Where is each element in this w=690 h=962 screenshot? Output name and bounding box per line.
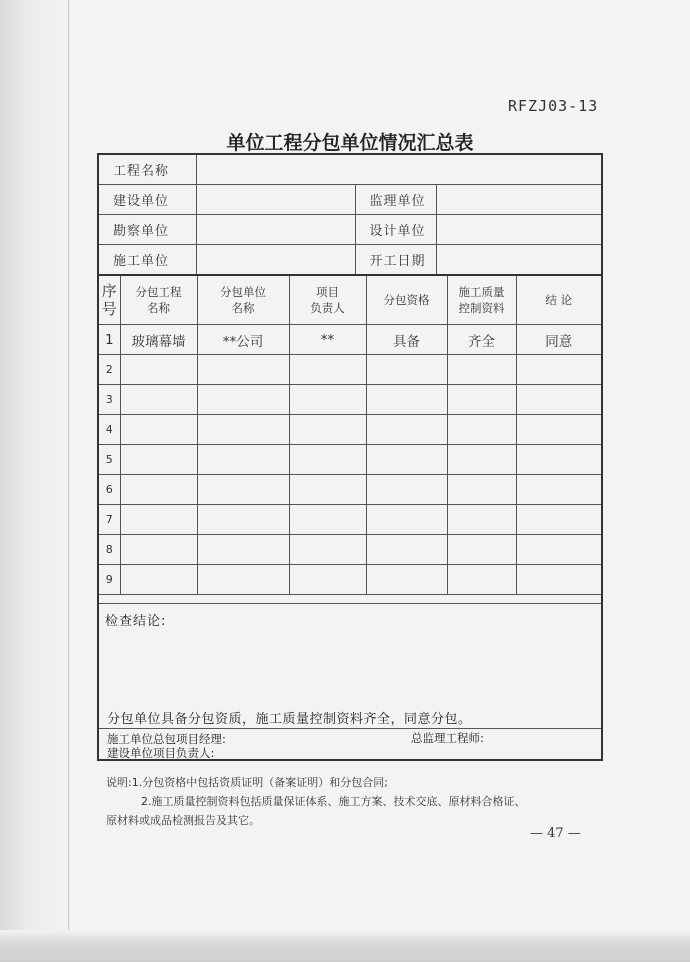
supervision-unit-value[interactable] [436,185,601,215]
cell-quality-docs[interactable] [447,535,516,565]
cell-sub-unit[interactable] [197,445,289,475]
cell-conclusion[interactable] [516,475,601,505]
row-number: 6 [99,475,120,505]
col-header-sub-unit: 分包单位 名称 [197,276,289,325]
cell-qualification[interactable] [366,415,447,445]
cell-conclusion[interactable] [516,355,601,385]
form-title: 单位工程分包单位情况汇总表 [226,132,474,154]
survey-unit-value[interactable] [196,215,355,245]
cell-sub-unit[interactable] [197,385,289,415]
start-date-value[interactable] [436,245,601,276]
cell-quality-docs[interactable] [447,445,516,475]
info-row-survey [99,215,601,245]
row-number: 3 [99,385,120,415]
col-header-seq: 序号 [99,276,120,325]
project-info-table [99,155,601,276]
cell-conclusion[interactable] [516,565,601,595]
scan-bottom-shadow [0,930,690,962]
cell-conclusion[interactable] [516,505,601,535]
contractor-pm-signature-label: 施工单位总包项目经理: [107,732,226,746]
cell-sub-project[interactable] [120,535,197,565]
cell-qualification[interactable] [366,445,447,475]
cell-conclusion[interactable] [516,415,601,445]
cell-quality-docs[interactable] [447,475,516,505]
note-line-3: 原材料或成品检测报告及其它。 [106,814,260,827]
cell-qualification[interactable] [366,535,447,565]
table-row [99,535,601,565]
row-number: 5 [99,445,120,475]
col-header-quality-docs: 施工质量 控制资料 [447,276,516,325]
col-header-conclusion: 结 论 [516,276,601,325]
contractor-unit-label: 施工单位 [99,245,196,276]
info-row-project-name [99,155,601,185]
row-number: 9 [99,565,120,595]
cell-quality-docs[interactable]: 齐全 [447,325,516,355]
survey-unit-label: 勘察单位 [99,215,196,245]
page-number: — 47 — [530,826,581,841]
cell-conclusion[interactable] [516,535,601,565]
cell-sub-unit[interactable] [197,475,289,505]
col-header-sub-project: 分包工程 名称 [120,276,197,325]
cell-project-lead[interactable] [289,355,366,385]
table-row [99,385,601,415]
cell-sub-unit[interactable] [197,535,289,565]
cell-qualification[interactable] [366,475,447,505]
cell-project-lead[interactable] [289,445,366,475]
cell-project-lead[interactable] [289,475,366,505]
design-unit-label: 设计单位 [355,215,436,245]
table-row [99,445,601,475]
project-name-label: 工程名称 [99,155,196,185]
cell-project-lead[interactable] [289,385,366,415]
table-row [99,355,601,385]
note-line-2: 2.施工质量控制资料包括质量保证体系、施工方案、技术交底、原材料合格证、 [141,795,526,808]
cell-qualification[interactable] [366,565,447,595]
cell-qualification[interactable] [366,355,447,385]
table-row [99,505,601,535]
cell-quality-docs[interactable] [447,565,516,595]
notes [106,773,526,830]
cell-quality-docs[interactable] [447,385,516,415]
project-name-value[interactable] [196,155,601,185]
cell-sub-unit[interactable] [197,415,289,445]
cell-sub-unit[interactable] [197,565,289,595]
cell-project-lead[interactable] [289,505,366,535]
contractor-unit-value[interactable] [196,245,355,276]
cell-sub-project[interactable] [120,565,197,595]
cell-sub-project[interactable]: 玻璃幕墙 [120,325,197,355]
info-row-owner [99,185,601,215]
inspection-conclusion-text[interactable]: 分包单位具备分包资质，施工质量控制资料齐全，同意分包。 [107,712,472,727]
cell-sub-unit[interactable] [197,505,289,535]
table-row [99,565,601,595]
binding-line [68,0,69,962]
row-number: 8 [99,535,120,565]
cell-quality-docs[interactable] [447,505,516,535]
table-row [99,325,601,355]
row-number: 4 [99,415,120,445]
owner-unit-value[interactable] [196,185,355,215]
cell-sub-project[interactable] [120,445,197,475]
cell-quality-docs[interactable] [447,355,516,385]
table-header-row [99,276,601,325]
inspection-conclusion-section [99,603,601,728]
owner-unit-label: 建设单位 [99,185,196,215]
info-row-contractor [99,245,601,276]
row-number: 1 [99,325,120,355]
design-unit-value[interactable] [436,215,601,245]
cell-conclusion[interactable] [516,385,601,415]
note-line-1: 说明:1.分包资格中包括资质证明（备案证明）和分包合同; [106,776,388,789]
cell-project-lead[interactable] [289,415,366,445]
cell-qualification[interactable]: 具备 [366,325,447,355]
cell-sub-project[interactable] [120,505,197,535]
cell-project-lead[interactable] [289,565,366,595]
col-header-qualification: 分包资格 [366,276,447,325]
cell-conclusion[interactable]: 同意 [516,325,601,355]
cell-sub-project[interactable] [120,415,197,445]
chief-supervisor-signature-label: 总监理工程师: [411,731,484,745]
cell-sub-unit[interactable]: **公司 [197,325,289,355]
cell-quality-docs[interactable] [447,415,516,445]
cell-conclusion[interactable] [516,445,601,475]
cell-project-lead[interactable] [289,535,366,565]
cell-sub-project[interactable] [120,355,197,385]
row-number: 2 [99,355,120,385]
table-row [99,415,601,445]
cell-qualification[interactable] [366,385,447,415]
table-row [99,475,601,505]
cell-sub-project[interactable] [120,475,197,505]
col-header-project-lead: 项目 负责人 [289,276,366,325]
cell-sub-unit[interactable] [197,355,289,385]
binding-edge [0,0,70,962]
signature-section [99,728,601,759]
cell-sub-project[interactable] [120,385,197,415]
owner-pm-signature-label: 建设单位项目负责人: [107,746,215,760]
subcontractor-table [99,276,601,595]
inspection-conclusion-label: 检查结论: [105,614,167,629]
form-sheet [97,153,603,761]
supervision-unit-label: 监理单位 [355,185,436,215]
row-number: 7 [99,505,120,535]
document-code: RFZJ03-13 [508,97,599,115]
cell-qualification[interactable] [366,505,447,535]
start-date-label: 开工日期 [355,245,436,276]
cell-project-lead[interactable]: ** [289,325,366,355]
